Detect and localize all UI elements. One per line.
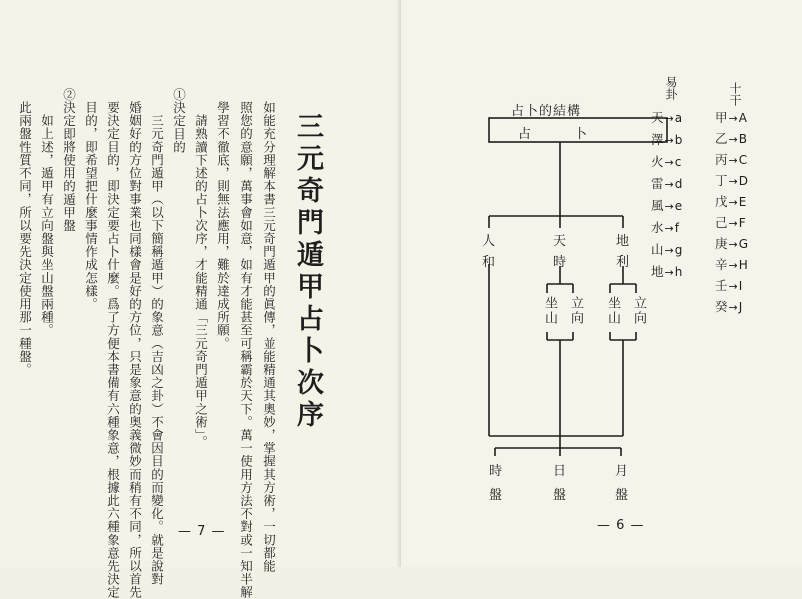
shigan-row: 庚→G: [715, 236, 749, 251]
yigua-row: 山→g: [651, 242, 683, 257]
plate-month-bottom: 盤: [615, 488, 629, 503]
yigua-row: 天→a: [651, 110, 683, 125]
sub-right-lixiang: 立向: [631, 296, 646, 326]
yigua-row: 雷→d: [651, 176, 683, 191]
branch-top-di: 地: [616, 234, 630, 249]
plate-month-top: 月: [615, 464, 629, 479]
yigua-row: 火→c: [651, 154, 682, 169]
page-number: — 7 —: [178, 524, 226, 539]
text-column: 照您的意願，萬事會如意，如有才能甚至可稱霸於天下。萬一使用方法不對或一知半解: [238, 101, 254, 599]
branch-bottom-shi: 時: [553, 255, 567, 270]
sub-left-zuoshan: 坐山: [542, 296, 557, 326]
text-column: 此兩盤性質不同，所以要先決定使用那一種盤。: [17, 101, 33, 377]
text-column: 三元奇門遁甲（以下簡稱遁甲）的象意（吉凶之卦）不會因目的而變化。就是說對: [149, 101, 165, 586]
branch-bottom-li: 利: [616, 255, 630, 270]
shigan-row: 壬→I: [715, 278, 743, 293]
branch-bottom-he: 和: [482, 255, 496, 270]
yigua-row: 風→e: [651, 198, 683, 213]
shigan-row: 戊→E: [715, 194, 747, 209]
divination-structure-diagram: [401, 0, 802, 567]
plate-hour-top: 時: [489, 464, 503, 479]
shigan-row: 辛→H: [715, 257, 748, 272]
shigan-row: 癸→J: [715, 299, 743, 314]
text-column: 學習不徹底，則無法應用，難於達成所願。: [215, 101, 231, 350]
branch-top-ren: 人: [482, 234, 496, 249]
sub-right-zuoshan: 坐山: [605, 296, 620, 326]
text-column: 要決定目的，即決定要占卜什麼。爲了方便本書備有六種象意，根據此六種象意先決定: [105, 101, 121, 599]
yigua-row: 水→f: [651, 220, 679, 235]
text-column: 如上述，遁甲有立向盤與坐山盤兩種。: [39, 101, 55, 337]
plate-day-top: 日: [553, 464, 567, 479]
box-label-left: 占: [518, 127, 532, 142]
plate-day-bottom: 盤: [553, 488, 567, 503]
branch-top-tian: 天: [553, 234, 567, 249]
text-column: ②決定即將使用的遁甲盤: [61, 88, 77, 233]
page-title: 三元奇門遁甲占卜次序: [292, 112, 323, 432]
shigan-row: 丁→D: [715, 173, 748, 188]
text-column: 如能充分理解本書三元奇門遁甲的眞傳，並能精通其奧妙，掌握其方術，一切都能: [261, 101, 277, 573]
text-column: 目的，即希望把什麼事情作成怎樣。: [83, 101, 99, 311]
yigua-header: 易卦: [664, 76, 678, 100]
plate-hour-bottom: 盤: [489, 488, 503, 503]
shigan-row: 己→F: [715, 215, 746, 230]
shigan-row: 甲→A: [715, 110, 747, 125]
right-page: [401, 0, 802, 567]
diagram-title: 占卜的結構: [511, 104, 582, 119]
shigan-row: 丙→C: [715, 152, 748, 167]
text-column: 請熟讀下述的占卜次序，才能精通「三元奇門遁甲之術」。: [193, 101, 209, 449]
box-label-right: 卜: [574, 127, 588, 142]
text-column: 婚姻好的方位對事業也同樣會是好的方位，只是象意的奥義微妙而稍有不同，所以首先: [127, 101, 143, 599]
shigan-header: 十干: [728, 82, 742, 106]
sub-left-lixiang: 立向: [568, 296, 583, 326]
yigua-row: 澤→b: [651, 132, 683, 147]
shigan-row: 乙→B: [715, 131, 747, 146]
page-number: — 6 —: [597, 518, 645, 533]
yigua-row: 地→h: [651, 264, 683, 279]
text-column: ①決定目的: [171, 88, 187, 154]
